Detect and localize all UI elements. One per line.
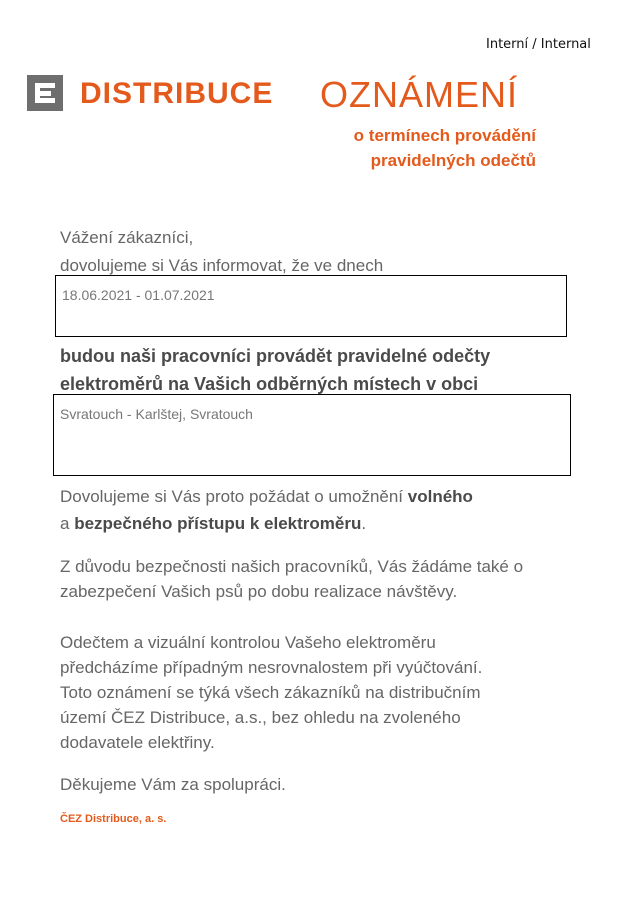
request-bold-free: volného xyxy=(407,487,473,506)
request-a: a xyxy=(60,514,75,533)
dogs-paragraph xyxy=(60,554,523,604)
location-box xyxy=(53,394,571,476)
info-line-3: Toto oznámení se týká všech zákazníků na distribučním xyxy=(60,683,481,702)
request-text: Dovolujeme si Vás proto požádat o umožnění xyxy=(60,487,408,506)
statement-line-1: budou naši pracovníci provádět pravidelné odečty xyxy=(60,346,491,366)
thanks-text: Děkujeme Vám za spolupráci. xyxy=(60,775,286,794)
info-line-4: území ČEZ Distribuce, a.s., bez ohledu na zvoleného xyxy=(60,708,461,727)
dogs-line-2: zabezpečení Vašich psů po dobu realizace návštěvy. xyxy=(60,582,458,601)
subtitle-line-2: pravidelných odečtů xyxy=(370,151,536,170)
info-paragraph xyxy=(60,630,482,755)
request-bold-safe-access: bezpečného přístupu k elektroměru xyxy=(74,514,362,533)
request-line-2 xyxy=(60,510,473,537)
request-paragraph xyxy=(60,483,473,537)
brand-name: DISTRIBUCE xyxy=(80,77,274,110)
dates-box xyxy=(55,275,567,337)
request-line-1 xyxy=(60,483,473,510)
info-line-5: dodavatele elektřiny. xyxy=(60,733,215,752)
info-line-2: předcházíme případným nesrovnalostem při vyúčtování. xyxy=(60,658,483,677)
statement xyxy=(60,342,490,398)
request-end: . xyxy=(361,514,367,533)
intro-text: dovolujeme si Vás informovat, že ve dnech xyxy=(60,256,384,275)
classification-label: Interní / Internal xyxy=(486,37,591,52)
dates-value: 18.06.2021 - 01.07.2021 xyxy=(62,287,215,303)
info-line-1: Odečtem a vizuální kontrolou Vašeho elektroměru xyxy=(60,633,436,652)
location-value: Svratouch - Karlštej, Svratouch xyxy=(60,406,253,422)
page-subtitle xyxy=(320,123,536,173)
greeting: Vážení zákazníci, xyxy=(60,228,194,247)
page-title: OZNÁMENÍ xyxy=(320,74,519,115)
cez-logo-icon xyxy=(27,75,63,111)
statement-line-2: elektroměrů na Vašich odběrných místech v obci xyxy=(60,374,479,394)
signature: ČEZ Distribuce, a. s. xyxy=(60,813,167,825)
dogs-line-1: Z důvodu bezpečnosti našich pracovníků, Vás žádáme také o xyxy=(60,557,524,576)
subtitle-line-1: o termínech provádění xyxy=(353,126,536,145)
